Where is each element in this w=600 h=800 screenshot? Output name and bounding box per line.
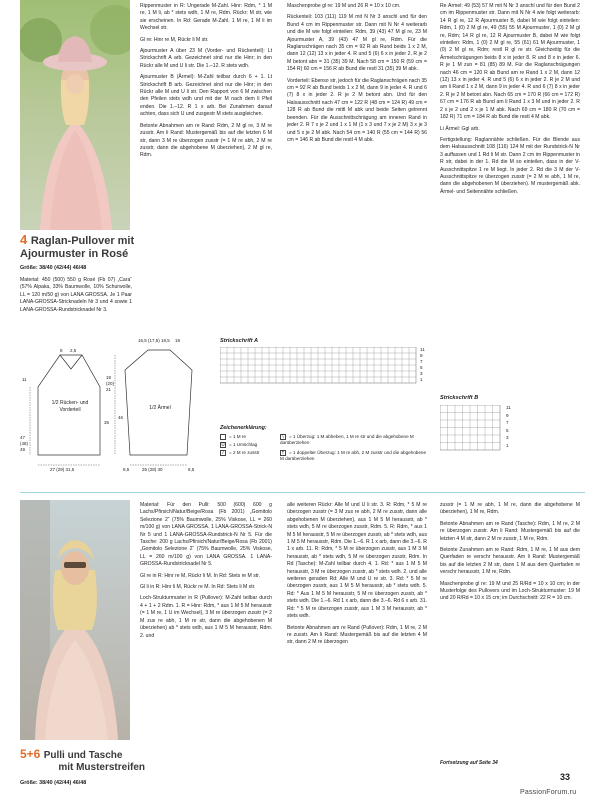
schematic-dim-len: 47 [20,435,26,440]
col4b-para-1: zusstr (= 1 M re abh, 1 M re, dann die abgehobene M überziehen), 1 M re, Rdm. [440,502,580,516]
schematic-dim-sleeve-w: 26 (28) 30 [142,467,163,472]
col3-para-1: Maschenprobe gl re: 19 M und 26 R = 10 x 10 cm. [287,3,401,9]
legend-ssk-box: \ [280,434,286,440]
legend-knit-box [220,434,226,440]
col4-para-3: Fertigstellung: Raglannähte schließen. Für die Blende aus dem Halsausschnitt 108 (116) 124 M mit der Rundstrick-N Nr 3 auffassen und 1 Rd li M str. Dann 2 cm im Rippenmuster in R str, dabei in der 1. Rd die M so einteilen, dass in der V-Ausschnittspitze 1 re M liegt. In jeder 2. Rd die 3 M der V-Ausschnittspitze re überzogen zusstr (= 2 M re abh, 1 M re, dann die abgehobenen M überziehen). M mustergemäß abk. Ärmel- und Seitennähte schließen. [440,136,580,195]
column-4-top [440,3,580,388]
project2-title-line1: Pulli und Tasche [43,750,123,761]
project2-title-line2: mit Musterstreifen [58,762,145,773]
chart-a-row-1: 1 [420,377,423,382]
col2-para-1: Rippenmuster in R: Ungerade M-Zahl. Hinr: Rdm, * 1 M re, 1 M li, ab * stets wdh, 1 M re, Rdm. Rückr: M str, wie sie erscheinen. In Rd: Gerade M-Zahl. 1 M re, 1 M li im Wechsel str. [140,3,272,32]
legend [220,425,440,470]
col3b-para-1: alle weiteren Rückr: Alle M und U li str. 3. R: Rdm, * 5 M re überzogen zusstr (= 3 M zus re abh, 2 M re zusstr, dann alle abgehobenen M überziehen), aus 1 M 5 M herausstr, ab * stets wdh, 5 M re überzogen zusstr, Rdm. 5. R: Rdm, * aus 1 M 5 M herausstr, 5 M re überzogen zusstr, ab * stets wdh, aus 1 M 5 M herausstr, Rdm. Die 1.–6. R 1 x arb, dann die 3.–6. R 1 x arb. 11. R: Rdm, * 5 M re überzogen zusstr, aus 1 M 3 M herausstr, ab * stets wdh, 5 M re überzogen zusstr, Rdm. In Rd (Tasche): M-Zahl teilbar durch 4. 1. Rd: * aus 1 M 5 M herausstr, 3 M re überzogen zusstr, ab * stets wdh. 2. und alle weiteren geraden Rd: Alle M und U re str. 3. Rd: * 5 M re überzogen zusstr, aus 1 M 5 M herausstr, ab * stets wdh. 5. Rd: * Aus 1 M 5 M herausstr, 5 M re überzogen zusstr, ab * stets wdh. Die 1.–6. Rd 1 x arb, dann die 3.–6. Rd 6 x arb. 31. Rd: * 5 M re überzogen zusstr, aus 1 M 3 M herausstr, ab * stets wdh. [287,502,427,620]
column-2-bottom [140,502,272,782]
chart-a-grid [220,347,430,385]
schematic-dim-width: 27 (29) 31,5 [50,467,75,472]
col3-para-3: Vorderteil: Ebenso str, jedoch für die Raglanschrägen nach 35 cm = 92 R ab Bund beids 1 x 2 M, dann 9 in jeder 4. R und 6 (7) 8 x in jeder 2. R je 2 M betont abn. Und für den Halsausschnitt nach 47 cm = 122 R (48 cm = 124 R) 49 cm = 128 R ab Bund die mittl M abk und beide Seiten getrennt beenden. Für die Ausschnittschrägung am inneren Rand in jeder 2. R 7 x je 2 und 1 x 1 M (1 x 3 und 7 x je 2 M) 3 x je 3 und 5 x je 2 M abk. Nach 54 cm = 140 R (55 cm = 144 R) 56 cm = 146 R ab Bund die restl 4 M abk. [287,77,427,143]
col2b-para-3: Gl li in R: Hinr li M, Rückr re M. In Rd: Stets li M str. [140,584,256,591]
chart-b-row-7: 7 [506,420,509,425]
column-3-top [287,3,427,323]
chart-a-row-3: 3 [420,371,423,376]
schematic-dim-raglan-back: 19 [106,375,112,380]
legend-sk2p-box: ↑ [281,451,285,456]
schematic-dim-raglan-h: 11 [22,377,27,382]
col4-para-2: Li Ärmel: Ggl arb. [440,125,480,132]
project1-title-line2: Ajourmuster in Rosé [20,248,129,260]
chart-b-title: Strickschrift B [440,395,479,401]
schematic-dim-side: 35 [104,420,110,425]
legend-item-k2tog: / = 2 M re zusstr [220,450,260,456]
photo2-illustration [20,500,130,740]
watermark: PassionForum.ru [520,789,577,796]
col4-para-1: Re Ärmel: 49 (53) 57 M mit N Nr 3 anschl und für den Bund 2 cm im Rippenmuster str. Dann mit N Nr 4 wie folgt weiterarb: 14 R gl re, 12 R Ajourmuster B, dabei M wie folgt einteilen: Rdm, 1 (0) 2 M gl re, 49 (55) 55 M Ajourmuster, 1 (0) 2 M gl re, Rdm; 14 R gl re, 12 R Ajourmuster B, dabei M wie folgt einteilen: Rdm, 1 (0) 2 M gl re, 55 (61) 61 M Ajourmuster, 1 (0) 2 M gl re, Rdm; restl R gl re str. Gleichzeitig für die Ärmelschrägungen beids 8 x in jeder 8. R und 8 x in jeder 6. R je 1 M zun = 81 (85) 89 M. Für die Raglanschrägungen nach 46 cm = 120 R ab Bund am re Rand 1 x 2 M, dann 12 (12) 13 x in jeder 4. R und 5 (6) 6 x in jeder 2. R je 2 M und am li Rand 1 x 2 M, dann 9 in jeder 4. R und 6 (7) 8 x in jeder 2. R je 2 M betont abn. Nach 65 cm = 170 R (66 cm = 172 R) 67 cm = 176 R ab Bund am li Rand 1 x 3 M und in jeder 2. R 2 x je 2 und 2 x je 1 M abk. Nach 69 cm = 180 R (70 cm = 182 R) 71 cm = 184 R ab Bund die restl 4 M abk. [440,3,580,121]
chart-b-svg [440,405,540,453]
schematic-dim-len3: 49 [20,447,26,452]
project1-size: Größe: 38/40 (42/44) 46/48 [20,265,87,271]
photo-illustration [20,0,130,230]
col3-para-2: Rückenteil: 103 (111) 119 M mit N Nr 3 anschl und für den Bund 4 cm im Rippenmuster str. Dann mit N Nr 4 weiterarb und die M wie folgt einteilen: Rdm, 39 (43) 47 M gl re, 23 M Ajourmuster A, 39 (43) 47 M gl re, Rdm. Für die Raglanschrägen nach 35 cm = 92 R ab Rund beids 1 x 2 M, dann 12 (12) 13 x in jeder 4. R und 5 (6) 6 x in jeder 2. R je 2 M betont abn = 31 (35) 39 M. Nach 58 cm = 150 R (59 cm = 154 R) 60 cm = 156 R ab Bund die restl 31 (35) 39 M abk. [287,14,427,73]
chart-b-row-11: 11 [506,405,511,410]
legend-yo-box: U [221,443,225,448]
chart-b-row-9: 9 [506,412,509,418]
legend-k2tog-box: / [220,450,226,456]
schematic-dim-len2: (48) [20,441,29,446]
legend-item-knit: = 1 M re [220,434,246,440]
column-2-top [140,3,272,323]
schematic-dim-cuff-l: 8,5 [123,467,130,472]
legend-item-ssk: \ = 1 Überzug: 1 M abheben, 1 M re str und die abgehobene M darüberziehen [280,434,414,445]
col4b-para-4: Maschenprobe gl re: 19 M und 25 R/Rd = 10 x 10 cm; in der Musterfolge des Pullovers und im Loch-Strukturmuster: 19 M und 20 R/Rd = 10 x 15 cm; im Durchschnitt: 22 R = 10 cm. [440,580,580,602]
legend-item-yo: U = 1 Umschlag [221,442,258,448]
project2-number: 5+6 [20,747,41,761]
chart-b-row-1: 1 [506,442,509,448]
col2-para-5: Betonte Abnahmen am re Rand: Rdm, 2 M gl re, 3 M re zusstr. Am li Rand: Mustergemäß bis auf die letzten 6 M str, dann 3 M re überzogen zusstr (= 1 M re abh, 2 M re zusstr, dann die abgehobene M überziehen), 2 M gl re, Rdm. [140,122,272,159]
schematic-dim-neck2: 2,5 [70,348,77,353]
schematic-back-label: 1/2 Rücken- und Vorderteil [51,400,89,413]
schematic-sleeve-label: 1/2 Ärmel [149,405,171,411]
col2b-para-2: Gl re in R: Hinr re M, Rückr li M. In Rd: Stets re M str. [140,572,261,579]
column-3-bottom [287,502,427,782]
chart-a-svg [220,347,430,385]
col2-para-3: Ajourmuster A über 23 M (Vorder- und Rückenteil): Lt Strickschrift A arb. Gezeichnet sind nur die Hinr; in den Rückr alle M und U li str. Die 1.–12. R stets wdh. [140,48,272,69]
photo-pulli-tasche [20,500,130,740]
schematic-dim-sleeve-raglan: 19 [175,338,181,343]
project1-title-line1: Raglan-Pullover mit [30,235,135,247]
project2-title [20,748,145,774]
schematic-dim-raglan-back2: (20) [106,381,115,386]
chart-b-row-3: 3 [506,435,509,440]
chart-a-row-7: 7 [420,359,423,364]
col2-para-2: Gl re: Hinr re M, Rückr li M str. [140,36,209,43]
chart-b-row-5: 5 [506,427,509,433]
col3b-para-2: Betonte Abnahmen am re Rand (Pullover): Rdm, 1 M re, 2 M re zusstr. Am li Rand: Mustergemäß bis auf die letzten 4 M str, dann 2 M re überzogen [287,624,427,646]
col4b-para-3: Betonte Zunahmen am re Rand: Rdm, 1 M re, 1 M aus dem Querfaden re verschr herausstr. Am li Rand: Mustergemäß bis auf die letzten 2 M str, dann 1 M aus dem Querfaden re verschr herausstr, 1 M re, Rdm. [440,547,580,576]
schematic-dim-sleeve-len: 46 [118,415,124,420]
legend-item-sk2p: ↑ = 1 doppelter Überzug: 1 M re abh, 2 M zusstr und die abgehobene M darüberziehen [280,450,427,461]
project1-title [20,233,140,261]
col2b-para-4: Loch-Strukturmuster in R (Pullover): M-Zahl teilbar durch 4 + 1 + 2 Rdm. 1. R = Hinr: Rdm, * aus 1 M 5 M herausstr (= 1 M re, 1 U im Wechsel), 3 M re überzogen zusstr (= 2 M zus re abh, 1 M re str, dann die abgehobenen M überziehen) ab * stets wdh, aus 1 M 5 M herausstr, Rdm. 2. und [140,595,272,639]
chart-a-row-11: 11 [420,347,425,352]
schematic-dim-neck: 8 [60,348,63,353]
project1-number: 4 [20,232,28,247]
page-number: 33 [560,772,571,782]
legend-title: Zeichenerklärung: [220,425,267,431]
schematic [20,335,220,475]
chart-a-row-9: 9 [420,353,423,358]
col2b-para-1: Material: Für den Pulli: 500 (600) 600 g Lachs/Pfirsich/Natur/Beige/Rosa (Fb 2001) „Gomitolo Selezione 2“ (75% Baumwolle, 25% Viskose, LL = 260 m/100 g) von LANA GROSSA. 1 LANA-GROSSA-Strick-N Nr 5 und 1 LANA-GROSSA-Rundstrick-N Nr 5. Für die Tasche: 200 g Lachs/Pfirsich/Natur/Beige/Rosa (Fb 2001) „Gomitolo Selezione 2“ (75% Baumwolle, 25% Viskose, LL = 260 m/100 g) von LANA GROSSA. 1 LANA-GROSSA-Rundstricknadel Nr 5. [140,502,272,568]
photo-raglan-pullover [20,0,130,230]
section-divider [20,492,585,493]
continued-note: Fortsetzung auf Seite 34 [440,760,498,766]
schematic-dim-sleeve-top: 16,5 (17,5) 18,5 [138,338,170,343]
column-4-bottom [440,502,580,752]
col2-para-4: Ajourmuster B (Ärmel): M-Zahl teilbar durch 6 + 1. Lt Strickschrift B arb. Gezeichnet sind nur die Hinr; in den Rückr alle M und U li str. Den Rapport von 6 M zwischen den Pfeilen stets wdh und mit der M nach dem li Pfeil enden. Die 1.–12. R 1 x arb. Bei Zunahmen darauf achten, dass sich U und zusgestr M stets ausgleichen. [140,74,272,118]
project1-material: Material: 450 (500) 550 g Rosé (Fb 07) „Cara“ (57% Alpaka, 33% Baumwolle, 10% Schurwolle, LL = 120 m/50 g) von LANA GROSSA. Je 1 Paar LANA-GROSSA-Stricknadeln Nr 3 und 4 sowie 1 LANA-GROSSA-Rundstricknadel Nr 3. [20,277,132,313]
chart-a-row-5: 5 [420,365,423,370]
chart-a-title: Strickschrift A [220,338,259,344]
col4b-para-2: Betonte Abnahmen am re Rand (Tasche): Rdm, 1 M re, 2 M re überzogen zusstr. Am li Rand: Mustergemäß bis auf die letzten 4 M str, dann 2 M re zusstr, 1 M re, Rdm. [440,520,580,542]
chart-b-grid [440,405,540,453]
schematic-dim-raglan-back3: 21 [106,387,112,392]
project2-size: Größe: 38/40 (42/44) 46/48 [20,780,87,786]
schematic-dim-cuff-r: 8,5 [188,467,195,472]
